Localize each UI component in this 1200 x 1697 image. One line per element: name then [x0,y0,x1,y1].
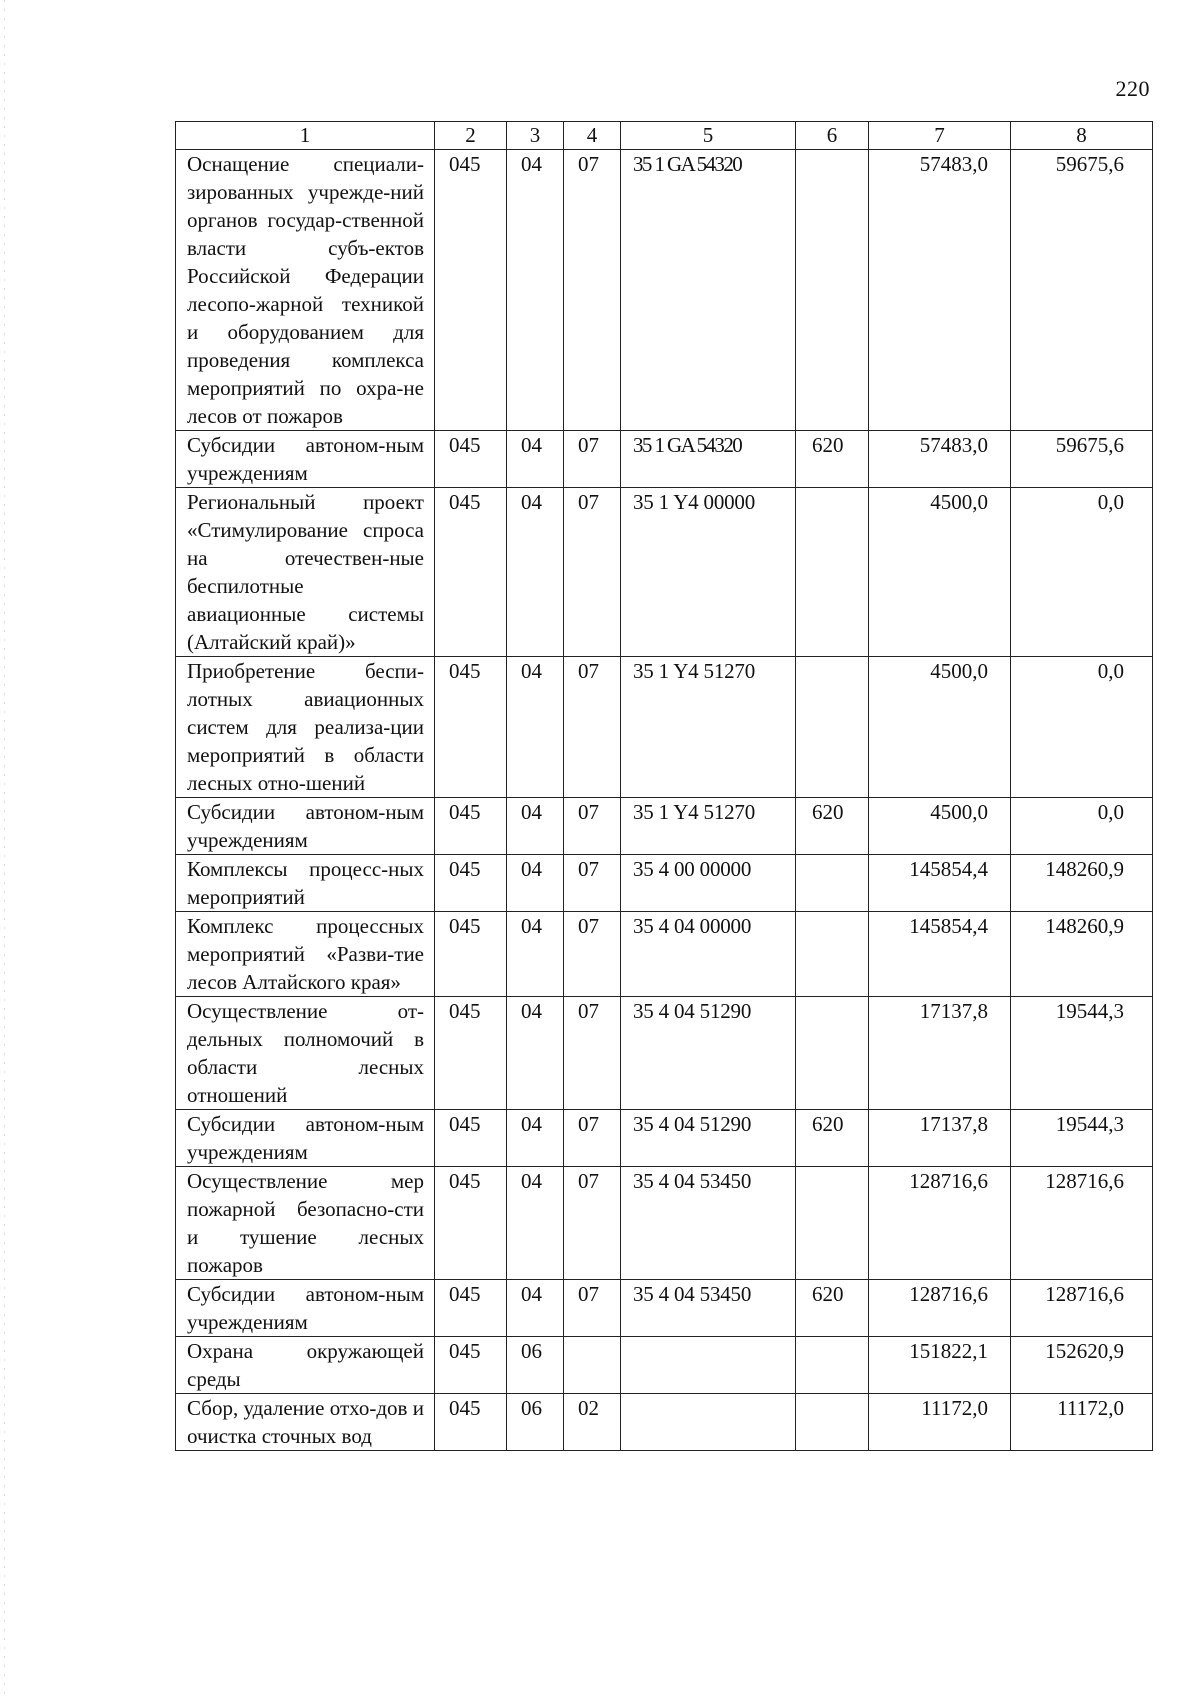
row-amount-year-2: 0,0 [1011,657,1153,798]
row-name: Осуществление от-дельных полномочий в области лесных отношений [176,997,435,1110]
table-header [176,122,1153,150]
row-name: Сбор, удаление отхо-дов и очистка сточных вод [176,1394,435,1451]
row-expense-type [796,997,869,1110]
row-section-code: 04 [507,657,564,798]
row-amount-year-2: 152620,9 [1011,1337,1153,1394]
row-ministry-code: 045 [435,855,507,912]
row-amount-year-1: 4500,0 [869,657,1011,798]
header-col-7: 7 [869,122,1011,150]
table-row [176,997,1153,1110]
table-row [176,798,1153,855]
row-name: Комплекс процессных мероприятий «Разви-тие лесов Алтайского края» [176,912,435,997]
header-col-8: 8 [1011,122,1153,150]
row-expense-type [796,1167,869,1280]
row-amount-year-1: 17137,8 [869,1110,1011,1167]
row-name: Комплексы процесс-ных мероприятий [176,855,435,912]
row-amount-year-2: 59675,6 [1011,150,1153,431]
row-subsection-code: 07 [564,488,621,657]
row-amount-year-2: 148260,9 [1011,855,1153,912]
row-subsection-code: 07 [564,912,621,997]
row-expense-type [796,912,869,997]
table-row [176,1337,1153,1394]
row-ministry-code: 045 [435,997,507,1110]
row-expense-type: 620 [796,798,869,855]
row-section-code: 04 [507,1280,564,1337]
row-expense-type: 620 [796,431,869,488]
header-col-4: 4 [564,122,621,150]
row-target-article: 35 4 04 51290 [621,1110,796,1167]
row-target-article: 35 4 04 53450 [621,1167,796,1280]
row-subsection-code: 07 [564,1280,621,1337]
row-amount-year-2: 19544,3 [1011,997,1153,1110]
row-subsection-code: 07 [564,997,621,1110]
row-amount-year-2: 0,0 [1011,798,1153,855]
row-section-code: 04 [507,855,564,912]
row-subsection-code: 02 [564,1394,621,1451]
row-amount-year-1: 151822,1 [869,1337,1011,1394]
row-target-article: 35 1 GA 54320 [621,150,796,431]
row-target-article: 35 4 04 51290 [621,997,796,1110]
row-section-code: 04 [507,997,564,1110]
row-target-article [621,1337,796,1394]
row-amount-year-2: 128716,6 [1011,1167,1153,1280]
row-name: Субсидии автоном-ным учреждениям [176,1280,435,1337]
row-expense-type [796,855,869,912]
row-section-code: 04 [507,798,564,855]
header-col-6: 6 [796,122,869,150]
table-row [176,431,1153,488]
row-subsection-code: 07 [564,855,621,912]
row-target-article: 35 1 Y4 51270 [621,657,796,798]
row-expense-type [796,488,869,657]
row-ministry-code: 045 [435,1280,507,1337]
header-col-1: 1 [176,122,435,150]
row-name: Охрана окружающей среды [176,1337,435,1394]
row-ministry-code: 045 [435,431,507,488]
row-target-article: 35 4 04 00000 [621,912,796,997]
row-amount-year-2: 19544,3 [1011,1110,1153,1167]
row-subsection-code: 07 [564,1167,621,1280]
row-section-code: 04 [507,488,564,657]
table-body [176,150,1153,1451]
row-target-article: 35 1 Y4 00000 [621,488,796,657]
header-col-5: 5 [621,122,796,150]
row-subsection-code: 07 [564,431,621,488]
row-ministry-code: 045 [435,1110,507,1167]
row-expense-type [796,1337,869,1394]
header-row [176,122,1153,150]
table-row [176,1110,1153,1167]
row-target-article: 35 4 04 53450 [621,1280,796,1337]
row-amount-year-1: 17137,8 [869,997,1011,1110]
row-expense-type: 620 [796,1280,869,1337]
row-name: Региональный проект «Стимулирование спроса на отечествен-ные беспилотные авиационные системы (Алтайский край)» [176,488,435,657]
table-row [176,912,1153,997]
row-subsection-code: 07 [564,150,621,431]
row-name: Приобретение беспи-лотных авиационных систем для реализа-ции мероприятий в области лесных отно-шений [176,657,435,798]
row-amount-year-1: 4500,0 [869,488,1011,657]
table-row [176,855,1153,912]
row-ministry-code: 045 [435,912,507,997]
row-name: Субсидии автоном-ным учреждениям [176,1110,435,1167]
row-section-code: 06 [507,1394,564,1451]
row-expense-type [796,657,869,798]
table-row [176,1167,1153,1280]
row-target-article: 35 4 00 00000 [621,855,796,912]
row-ministry-code: 045 [435,657,507,798]
row-subsection-code: 07 [564,798,621,855]
table-row [176,488,1153,657]
row-ministry-code: 045 [435,798,507,855]
table-row [176,1280,1153,1337]
header-col-2: 2 [435,122,507,150]
row-name: Субсидии автоном-ным учреждениям [176,431,435,488]
row-ministry-code: 045 [435,1337,507,1394]
row-amount-year-2: 0,0 [1011,488,1153,657]
row-amount-year-2: 128716,6 [1011,1280,1153,1337]
row-expense-type [796,150,869,431]
row-subsection-code [564,1337,621,1394]
row-name: Оснащение специали-зированных учрежде-ний органов государ-ственной власти субъ-ектов Российской Федерации лесопо-жарной техникой и оборудованием для проведения комплекса мероприятий по охра-не лесов от пожаров [176,150,435,431]
row-target-article [621,1394,796,1451]
row-section-code: 06 [507,1337,564,1394]
row-amount-year-1: 4500,0 [869,798,1011,855]
row-section-code: 04 [507,912,564,997]
row-name: Осуществление мер пожарной безопасно-сти и тушение лесных пожаров [176,1167,435,1280]
row-amount-year-1: 57483,0 [869,431,1011,488]
row-target-article: 35 1 Y4 51270 [621,798,796,855]
row-amount-year-1: 128716,6 [869,1280,1011,1337]
row-expense-type [796,1394,869,1451]
row-section-code: 04 [507,150,564,431]
row-name: Субсидии автоном-ным учреждениям [176,798,435,855]
row-subsection-code: 07 [564,657,621,798]
row-amount-year-1: 57483,0 [869,150,1011,431]
row-ministry-code: 045 [435,1167,507,1280]
row-amount-year-1: 145854,4 [869,912,1011,997]
table-row [176,657,1153,798]
table-row [176,150,1153,431]
row-amount-year-2: 148260,9 [1011,912,1153,997]
row-ministry-code: 045 [435,150,507,431]
row-ministry-code: 045 [435,488,507,657]
row-expense-type: 620 [796,1110,869,1167]
row-amount-year-1: 11172,0 [869,1394,1011,1451]
page-number: 220 [1115,76,1150,101]
row-amount-year-2: 11172,0 [1011,1394,1153,1451]
row-section-code: 04 [507,431,564,488]
row-amount-year-2: 59675,6 [1011,431,1153,488]
header-col-3: 3 [507,122,564,150]
row-section-code: 04 [507,1167,564,1280]
table-row [176,1394,1153,1451]
row-ministry-code: 045 [435,1394,507,1451]
scan-edge-artifact [4,0,5,1697]
row-section-code: 04 [507,1110,564,1167]
row-amount-year-1: 145854,4 [869,855,1011,912]
row-target-article: 35 1 GA 54320 [621,431,796,488]
row-subsection-code: 07 [564,1110,621,1167]
budget-table [175,121,1153,1451]
row-amount-year-1: 128716,6 [869,1167,1011,1280]
